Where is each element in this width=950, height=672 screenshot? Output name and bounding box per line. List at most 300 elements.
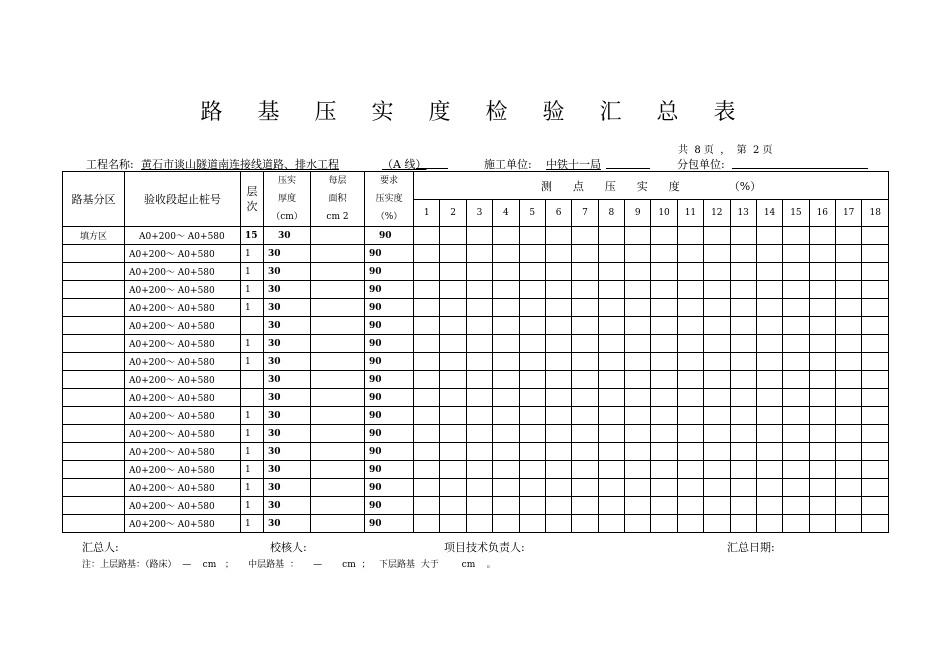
measure-cell[interactable] xyxy=(756,299,782,317)
measure-cell[interactable] xyxy=(545,227,571,245)
measure-cell[interactable] xyxy=(414,371,440,389)
measure-cell[interactable] xyxy=(651,371,677,389)
measure-cell[interactable] xyxy=(809,245,835,263)
measure-cell[interactable] xyxy=(651,263,677,281)
measure-cell[interactable] xyxy=(862,461,889,479)
measure-cell[interactable] xyxy=(756,407,782,425)
measure-cell[interactable] xyxy=(493,425,519,443)
measure-cell[interactable] xyxy=(440,443,466,461)
measure-cell[interactable] xyxy=(440,479,466,497)
measure-cell[interactable] xyxy=(598,299,624,317)
measure-cell[interactable] xyxy=(519,245,545,263)
measure-cell[interactable] xyxy=(783,263,809,281)
measure-cell[interactable] xyxy=(625,515,651,533)
measure-cell[interactable] xyxy=(440,461,466,479)
measure-cell[interactable] xyxy=(862,227,889,245)
measure-cell[interactable] xyxy=(598,245,624,263)
measure-cell[interactable] xyxy=(545,299,571,317)
measure-cell[interactable] xyxy=(625,461,651,479)
measure-cell[interactable] xyxy=(783,461,809,479)
measure-cell[interactable] xyxy=(466,479,492,497)
measure-cell[interactable] xyxy=(572,443,598,461)
measure-cell[interactable] xyxy=(466,227,492,245)
measure-cell[interactable] xyxy=(730,461,756,479)
measure-cell[interactable] xyxy=(809,299,835,317)
measure-cell[interactable] xyxy=(862,407,889,425)
measure-cell[interactable] xyxy=(730,497,756,515)
measure-cell[interactable] xyxy=(704,425,730,443)
measure-cell[interactable] xyxy=(756,227,782,245)
measure-cell[interactable] xyxy=(756,245,782,263)
measure-cell[interactable] xyxy=(809,515,835,533)
measure-cell[interactable] xyxy=(862,299,889,317)
measure-cell[interactable] xyxy=(809,317,835,335)
measure-cell[interactable] xyxy=(572,407,598,425)
measure-cell[interactable] xyxy=(493,245,519,263)
measure-cell[interactable] xyxy=(545,443,571,461)
measure-cell[interactable] xyxy=(625,353,651,371)
measure-cell[interactable] xyxy=(677,479,703,497)
measure-cell[interactable] xyxy=(466,389,492,407)
measure-cell[interactable] xyxy=(704,371,730,389)
measure-cell[interactable] xyxy=(730,425,756,443)
measure-cell[interactable] xyxy=(730,299,756,317)
measure-cell[interactable] xyxy=(651,317,677,335)
measure-cell[interactable] xyxy=(704,335,730,353)
measure-cell[interactable] xyxy=(572,335,598,353)
measure-cell[interactable] xyxy=(836,515,862,533)
measure-cell[interactable] xyxy=(572,299,598,317)
measure-cell[interactable] xyxy=(704,263,730,281)
measure-cell[interactable] xyxy=(756,425,782,443)
measure-cell[interactable] xyxy=(440,335,466,353)
measure-cell[interactable] xyxy=(572,317,598,335)
measure-cell[interactable] xyxy=(677,299,703,317)
measure-cell[interactable] xyxy=(545,479,571,497)
measure-cell[interactable] xyxy=(730,407,756,425)
measure-cell[interactable] xyxy=(783,335,809,353)
measure-cell[interactable] xyxy=(466,407,492,425)
measure-cell[interactable] xyxy=(519,425,545,443)
measure-cell[interactable] xyxy=(651,461,677,479)
measure-cell[interactable] xyxy=(756,479,782,497)
measure-cell[interactable] xyxy=(809,461,835,479)
measure-cell[interactable] xyxy=(862,515,889,533)
measure-cell[interactable] xyxy=(414,497,440,515)
measure-cell[interactable] xyxy=(651,443,677,461)
measure-cell[interactable] xyxy=(730,515,756,533)
measure-cell[interactable] xyxy=(493,227,519,245)
measure-cell[interactable] xyxy=(677,461,703,479)
measure-cell[interactable] xyxy=(756,389,782,407)
measure-cell[interactable] xyxy=(809,443,835,461)
measure-cell[interactable] xyxy=(519,263,545,281)
measure-cell[interactable] xyxy=(862,263,889,281)
measure-cell[interactable] xyxy=(756,317,782,335)
measure-cell[interactable] xyxy=(836,245,862,263)
measure-cell[interactable] xyxy=(519,371,545,389)
measure-cell[interactable] xyxy=(704,299,730,317)
measure-cell[interactable] xyxy=(809,353,835,371)
measure-cell[interactable] xyxy=(466,425,492,443)
measure-cell[interactable] xyxy=(677,263,703,281)
measure-cell[interactable] xyxy=(704,281,730,299)
measure-cell[interactable] xyxy=(862,353,889,371)
measure-cell[interactable] xyxy=(756,497,782,515)
measure-cell[interactable] xyxy=(598,317,624,335)
measure-cell[interactable] xyxy=(440,227,466,245)
measure-cell[interactable] xyxy=(625,425,651,443)
measure-cell[interactable] xyxy=(836,479,862,497)
measure-cell[interactable] xyxy=(572,515,598,533)
measure-cell[interactable] xyxy=(519,515,545,533)
measure-cell[interactable] xyxy=(809,335,835,353)
measure-cell[interactable] xyxy=(809,227,835,245)
measure-cell[interactable] xyxy=(651,497,677,515)
measure-cell[interactable] xyxy=(677,353,703,371)
measure-cell[interactable] xyxy=(545,335,571,353)
measure-cell[interactable] xyxy=(598,443,624,461)
measure-cell[interactable] xyxy=(466,515,492,533)
measure-cell[interactable] xyxy=(836,335,862,353)
measure-cell[interactable] xyxy=(440,263,466,281)
measure-cell[interactable] xyxy=(651,245,677,263)
measure-cell[interactable] xyxy=(651,227,677,245)
measure-cell[interactable] xyxy=(414,335,440,353)
measure-cell[interactable] xyxy=(862,479,889,497)
measure-cell[interactable] xyxy=(783,299,809,317)
measure-cell[interactable] xyxy=(704,443,730,461)
measure-cell[interactable] xyxy=(809,497,835,515)
measure-cell[interactable] xyxy=(466,317,492,335)
measure-cell[interactable] xyxy=(783,317,809,335)
measure-cell[interactable] xyxy=(545,317,571,335)
measure-cell[interactable] xyxy=(440,371,466,389)
measure-cell[interactable] xyxy=(677,245,703,263)
measure-cell[interactable] xyxy=(493,389,519,407)
measure-cell[interactable] xyxy=(545,263,571,281)
measure-cell[interactable] xyxy=(809,263,835,281)
measure-cell[interactable] xyxy=(545,245,571,263)
measure-cell[interactable] xyxy=(836,497,862,515)
measure-cell[interactable] xyxy=(493,443,519,461)
measure-cell[interactable] xyxy=(730,353,756,371)
measure-cell[interactable] xyxy=(519,407,545,425)
measure-cell[interactable] xyxy=(545,497,571,515)
measure-cell[interactable] xyxy=(862,317,889,335)
measure-cell[interactable] xyxy=(519,317,545,335)
measure-cell[interactable] xyxy=(440,425,466,443)
measure-cell[interactable] xyxy=(625,497,651,515)
measure-cell[interactable] xyxy=(651,299,677,317)
measure-cell[interactable] xyxy=(414,245,440,263)
measure-cell[interactable] xyxy=(704,227,730,245)
measure-cell[interactable] xyxy=(677,281,703,299)
measure-cell[interactable] xyxy=(783,425,809,443)
measure-cell[interactable] xyxy=(414,227,440,245)
measure-cell[interactable] xyxy=(756,443,782,461)
measure-cell[interactable] xyxy=(730,281,756,299)
measure-cell[interactable] xyxy=(572,389,598,407)
measure-cell[interactable] xyxy=(783,515,809,533)
measure-cell[interactable] xyxy=(730,263,756,281)
measure-cell[interactable] xyxy=(440,299,466,317)
measure-cell[interactable] xyxy=(466,263,492,281)
measure-cell[interactable] xyxy=(730,227,756,245)
measure-cell[interactable] xyxy=(572,425,598,443)
measure-cell[interactable] xyxy=(651,407,677,425)
measure-cell[interactable] xyxy=(783,353,809,371)
measure-cell[interactable] xyxy=(783,245,809,263)
measure-cell[interactable] xyxy=(440,281,466,299)
measure-cell[interactable] xyxy=(493,407,519,425)
measure-cell[interactable] xyxy=(783,371,809,389)
measure-cell[interactable] xyxy=(677,425,703,443)
measure-cell[interactable] xyxy=(493,353,519,371)
measure-cell[interactable] xyxy=(414,425,440,443)
measure-cell[interactable] xyxy=(466,245,492,263)
measure-cell[interactable] xyxy=(466,497,492,515)
measure-cell[interactable] xyxy=(598,335,624,353)
measure-cell[interactable] xyxy=(862,425,889,443)
measure-cell[interactable] xyxy=(651,335,677,353)
measure-cell[interactable] xyxy=(519,479,545,497)
measure-cell[interactable] xyxy=(414,515,440,533)
measure-cell[interactable] xyxy=(836,425,862,443)
measure-cell[interactable] xyxy=(440,353,466,371)
measure-cell[interactable] xyxy=(651,353,677,371)
measure-cell[interactable] xyxy=(545,425,571,443)
measure-cell[interactable] xyxy=(783,479,809,497)
measure-cell[interactable] xyxy=(677,371,703,389)
measure-cell[interactable] xyxy=(598,227,624,245)
measure-cell[interactable] xyxy=(598,479,624,497)
measure-cell[interactable] xyxy=(677,515,703,533)
measure-cell[interactable] xyxy=(756,353,782,371)
measure-cell[interactable] xyxy=(625,371,651,389)
measure-cell[interactable] xyxy=(493,281,519,299)
measure-cell[interactable] xyxy=(730,317,756,335)
measure-cell[interactable] xyxy=(651,479,677,497)
measure-cell[interactable] xyxy=(836,227,862,245)
measure-cell[interactable] xyxy=(730,371,756,389)
measure-cell[interactable] xyxy=(572,281,598,299)
measure-cell[interactable] xyxy=(493,335,519,353)
measure-cell[interactable] xyxy=(862,281,889,299)
measure-cell[interactable] xyxy=(440,317,466,335)
measure-cell[interactable] xyxy=(625,407,651,425)
measure-cell[interactable] xyxy=(651,389,677,407)
measure-cell[interactable] xyxy=(545,461,571,479)
measure-cell[interactable] xyxy=(809,281,835,299)
measure-cell[interactable] xyxy=(836,317,862,335)
measure-cell[interactable] xyxy=(677,335,703,353)
measure-cell[interactable] xyxy=(730,443,756,461)
measure-cell[interactable] xyxy=(809,371,835,389)
measure-cell[interactable] xyxy=(836,353,862,371)
measure-cell[interactable] xyxy=(519,227,545,245)
measure-cell[interactable] xyxy=(545,407,571,425)
measure-cell[interactable] xyxy=(545,389,571,407)
measure-cell[interactable] xyxy=(440,407,466,425)
measure-cell[interactable] xyxy=(704,479,730,497)
measure-cell[interactable] xyxy=(519,281,545,299)
measure-cell[interactable] xyxy=(783,281,809,299)
measure-cell[interactable] xyxy=(493,317,519,335)
measure-cell[interactable] xyxy=(783,389,809,407)
measure-cell[interactable] xyxy=(572,461,598,479)
measure-cell[interactable] xyxy=(677,317,703,335)
measure-cell[interactable] xyxy=(572,371,598,389)
measure-cell[interactable] xyxy=(625,281,651,299)
measure-cell[interactable] xyxy=(545,353,571,371)
measure-cell[interactable] xyxy=(414,263,440,281)
measure-cell[interactable] xyxy=(677,443,703,461)
measure-cell[interactable] xyxy=(862,245,889,263)
measure-cell[interactable] xyxy=(598,515,624,533)
measure-cell[interactable] xyxy=(598,263,624,281)
measure-cell[interactable] xyxy=(625,299,651,317)
measure-cell[interactable] xyxy=(862,389,889,407)
measure-cell[interactable] xyxy=(704,497,730,515)
measure-cell[interactable] xyxy=(414,407,440,425)
measure-cell[interactable] xyxy=(440,497,466,515)
measure-cell[interactable] xyxy=(783,407,809,425)
measure-cell[interactable] xyxy=(625,479,651,497)
measure-cell[interactable] xyxy=(862,371,889,389)
measure-cell[interactable] xyxy=(519,335,545,353)
measure-cell[interactable] xyxy=(836,281,862,299)
measure-cell[interactable] xyxy=(704,317,730,335)
measure-cell[interactable] xyxy=(677,407,703,425)
measure-cell[interactable] xyxy=(440,389,466,407)
measure-cell[interactable] xyxy=(493,497,519,515)
measure-cell[interactable] xyxy=(466,371,492,389)
measure-cell[interactable] xyxy=(414,353,440,371)
measure-cell[interactable] xyxy=(756,335,782,353)
measure-cell[interactable] xyxy=(466,353,492,371)
measure-cell[interactable] xyxy=(545,515,571,533)
measure-cell[interactable] xyxy=(466,461,492,479)
measure-cell[interactable] xyxy=(598,425,624,443)
measure-cell[interactable] xyxy=(598,497,624,515)
measure-cell[interactable] xyxy=(598,389,624,407)
measure-cell[interactable] xyxy=(519,497,545,515)
measure-cell[interactable] xyxy=(651,425,677,443)
measure-cell[interactable] xyxy=(704,389,730,407)
measure-cell[interactable] xyxy=(572,263,598,281)
measure-cell[interactable] xyxy=(836,299,862,317)
measure-cell[interactable] xyxy=(836,407,862,425)
measure-cell[interactable] xyxy=(756,263,782,281)
measure-cell[interactable] xyxy=(756,461,782,479)
measure-cell[interactable] xyxy=(862,497,889,515)
measure-cell[interactable] xyxy=(545,371,571,389)
measure-cell[interactable] xyxy=(572,497,598,515)
measure-cell[interactable] xyxy=(414,299,440,317)
measure-cell[interactable] xyxy=(572,245,598,263)
measure-cell[interactable] xyxy=(440,515,466,533)
measure-cell[interactable] xyxy=(598,371,624,389)
measure-cell[interactable] xyxy=(783,227,809,245)
measure-cell[interactable] xyxy=(836,443,862,461)
measure-cell[interactable] xyxy=(414,461,440,479)
measure-cell[interactable] xyxy=(625,263,651,281)
measure-cell[interactable] xyxy=(440,245,466,263)
measure-cell[interactable] xyxy=(625,227,651,245)
measure-cell[interactable] xyxy=(677,497,703,515)
measure-cell[interactable] xyxy=(572,227,598,245)
measure-cell[interactable] xyxy=(862,443,889,461)
measure-cell[interactable] xyxy=(677,389,703,407)
measure-cell[interactable] xyxy=(625,317,651,335)
measure-cell[interactable] xyxy=(704,407,730,425)
measure-cell[interactable] xyxy=(414,317,440,335)
measure-cell[interactable] xyxy=(730,245,756,263)
measure-cell[interactable] xyxy=(572,479,598,497)
measure-cell[interactable] xyxy=(625,389,651,407)
measure-cell[interactable] xyxy=(836,389,862,407)
measure-cell[interactable] xyxy=(598,461,624,479)
measure-cell[interactable] xyxy=(519,443,545,461)
measure-cell[interactable] xyxy=(809,425,835,443)
measure-cell[interactable] xyxy=(493,461,519,479)
measure-cell[interactable] xyxy=(493,263,519,281)
measure-cell[interactable] xyxy=(756,371,782,389)
measure-cell[interactable] xyxy=(862,335,889,353)
measure-cell[interactable] xyxy=(598,353,624,371)
measure-cell[interactable] xyxy=(466,335,492,353)
measure-cell[interactable] xyxy=(756,515,782,533)
measure-cell[interactable] xyxy=(598,281,624,299)
measure-cell[interactable] xyxy=(704,245,730,263)
measure-cell[interactable] xyxy=(519,299,545,317)
measure-cell[interactable] xyxy=(493,515,519,533)
measure-cell[interactable] xyxy=(466,299,492,317)
measure-cell[interactable] xyxy=(756,281,782,299)
measure-cell[interactable] xyxy=(519,389,545,407)
measure-cell[interactable] xyxy=(809,389,835,407)
measure-cell[interactable] xyxy=(704,515,730,533)
measure-cell[interactable] xyxy=(625,335,651,353)
measure-cell[interactable] xyxy=(625,245,651,263)
measure-cell[interactable] xyxy=(730,389,756,407)
measure-cell[interactable] xyxy=(414,443,440,461)
measure-cell[interactable] xyxy=(651,281,677,299)
measure-cell[interactable] xyxy=(466,281,492,299)
measure-cell[interactable] xyxy=(836,371,862,389)
measure-cell[interactable] xyxy=(545,281,571,299)
measure-cell[interactable] xyxy=(493,479,519,497)
measure-cell[interactable] xyxy=(519,461,545,479)
measure-cell[interactable] xyxy=(651,515,677,533)
measure-cell[interactable] xyxy=(730,479,756,497)
measure-cell[interactable] xyxy=(414,389,440,407)
measure-cell[interactable] xyxy=(466,443,492,461)
measure-cell[interactable] xyxy=(493,299,519,317)
measure-cell[interactable] xyxy=(783,443,809,461)
measure-cell[interactable] xyxy=(836,263,862,281)
measure-cell[interactable] xyxy=(493,371,519,389)
measure-cell[interactable] xyxy=(519,353,545,371)
measure-cell[interactable] xyxy=(677,227,703,245)
measure-cell[interactable] xyxy=(572,353,598,371)
measure-cell[interactable] xyxy=(704,353,730,371)
measure-cell[interactable] xyxy=(836,461,862,479)
measure-cell[interactable] xyxy=(809,407,835,425)
measure-cell[interactable] xyxy=(704,461,730,479)
measure-cell[interactable] xyxy=(414,479,440,497)
